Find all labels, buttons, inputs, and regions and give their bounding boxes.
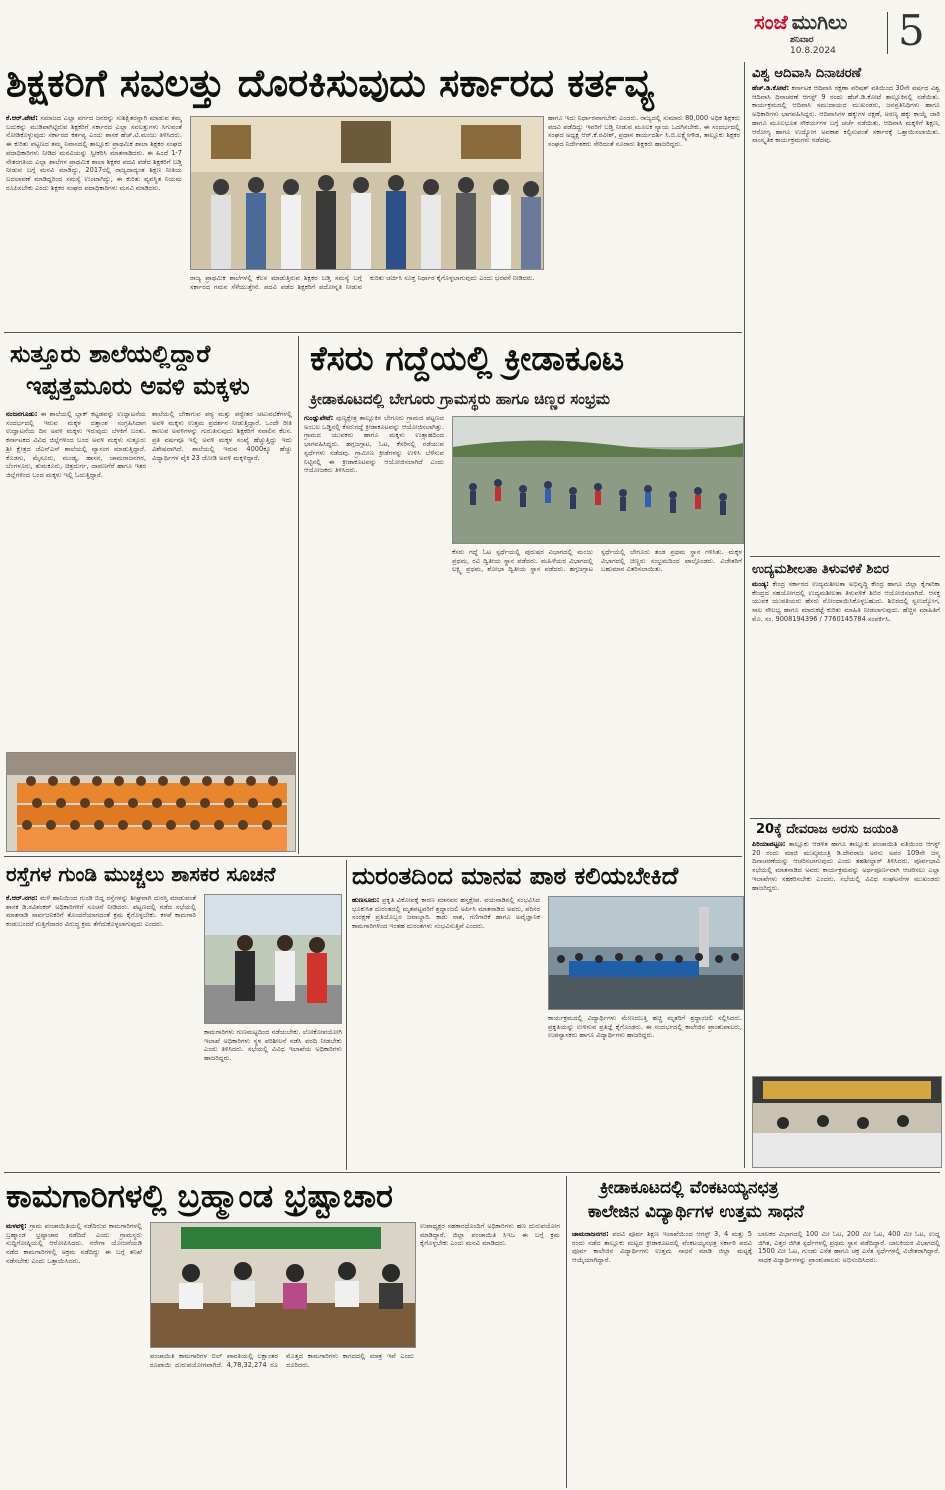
a5-headline: ದುರಂತದಿಂದ ಮಾನವ ಪಾಠ ಕಲಿಯಬೇಕಿದೆ <box>352 862 679 890</box>
a1-headline: ಶಿಕ್ಷಕರಿಗೆ ಸವಲತ್ತು ದೊರಕಿಸುವುದು ಸರ್ಕಾರದ ಕರ್ತವ್ಯ <box>6 61 654 105</box>
a6-photo-image <box>151 1223 415 1347</box>
rule-a4-right <box>346 860 347 1170</box>
a6-photo <box>150 1222 416 1348</box>
a1-photo-image <box>191 117 543 269</box>
a6-body-left: ಗ್ರಾಮ ಪಂಚಾಯಿತಿಯಲ್ಲಿ ನಡೆದಿರುವ ಕಾಮಗಾರಿಗಳಲ್ಲಿ ಬ್ರಹ್ಮಾಂಡ ಭ್ರಷ್ಟಾಚಾರ ನಡೆದಿದೆ ಎಂದು ಗ್ರಾಮಸ್ಥರು ಸುದ್ದಿಗೋಷ್ಠಿಯಲ್ಲಿ ಆರೋಪಿಸಿದರು. ನರೇಗಾ ಯೋಜನೆಯಡಿ ನಡೆದ ಕಾಮಗಾರಿಗಳಲ್ಲಿ ಅಕ್ರಮ ನಡೆದಿದ್ದು ಈ ಬಗ್ಗೆ ತನಿಖೆ ನಡೆಸಬೇಕು ಎಂದು ಒತ್ತಾಯಿಸಿದರು. <box>6 1222 142 1265</box>
a5-photo <box>548 896 744 1010</box>
a7-headline-line1: ಕ್ರೀಡಾಕೂಟದಲ್ಲಿ ವೆಂಕಟಯ್ಯನಛತ್ರ <box>600 1178 779 1198</box>
a7-text-left <box>572 1230 752 1486</box>
a3-text-right: ಕೆಸರು ಗದ್ದೆ ಓಟ ಸ್ಪರ್ಧೆಯಲ್ಲಿ ಪುರುಷರ ವಿಭಾಗದಲ್ಲಿ ಮಂಜು ಪ್ರಥಮ, ರವಿ ದ್ವಿತೀಯ ಸ್ಥಾನ ಪಡೆದರು. ಮಹಿಳೆಯರ ವಿಭಾಗದಲ್ಲಿ ಲಕ್ಷ್ಮಿ ಪ್ರಥಮ, ಶೋಭಾ ದ್ವಿತೀಯ ಸ್ಥಾನ ಪಡೆದರು. ಹಗ್ಗಜಗ್ಗಾಟ ಸ್ಪರ್ಧೆಯಲ್ಲಿ ಬೇಗೂರು ತಂಡ ಪ್ರಥಮ ಸ್ಥಾನ ಗಳಿಸಿತು. ಮಕ್ಕಳ ವಿಭಾಗದಲ್ಲಿ ಚಿಣ್ಣರು ಸಂಭ್ರಮದಿಂದ ಪಾಲ್ಗೊಂಡರು. ವಿಜೇತರಿಗೆ ಬಹುಮಾನ ವಿತರಿಸಲಾಯಿತು. <box>452 548 742 574</box>
rule-a2-right <box>298 336 299 854</box>
a3-photo <box>452 416 744 544</box>
rule-sidebar <box>744 62 745 602</box>
a1-text-right: ಹಾಗೂ ಇದು ನಿರ್ಧಾರವಾಗಬೇಕು ಎಂದರು. ರಾಜ್ಯದಲ್ಲಿ ಸುಮಾರು 80,000 ಅಧಿಕ ಶಿಕ್ಷಕರು ಪದವಿ ಪಡೆದಿದ್ದು ಇವರಿಗೆ ಬಡ್ತಿ ನೀಡುವ ಮೂಲಕ ನ್ಯಾಯ ಒದಗಿಸಬೇಕು. ಈ ಸಂದರ್ಭದಲ್ಲಿ ಸಂಘದ ಅಧ್ಯಕ್ಷ ಆರ್.ಕೆ.ರವೀಶ್, ಪ್ರಧಾನ ಕಾರ್ಯದರ್ಶಿ ಸಿ.ಬಿ.ಲಕ್ಷ್ಮೇಗೌಡ, ತಾಲ್ಲೂಕು ಶಿಕ್ಷಕರ ಸಂಘದ ನಿರ್ದೇಶಕರು ಸೇರಿದಂತೆ ನೂರಾರು ಶಿಕ್ಷಕರು ಹಾಜರಿದ್ದರು. <box>548 114 740 149</box>
s1-text <box>752 84 940 550</box>
a2-headline-line1: ಸುತ್ತೂರು ಶಾಲೆಯಲ್ಲಿದ್ದಾರೆ <box>10 340 211 368</box>
masthead-day: ಶನಿವಾರ <box>790 35 814 45</box>
page-number: 5 <box>898 6 925 55</box>
a6-dateline: ಮಳವಳ್ಳಿ: <box>6 1222 27 1230</box>
a6-text-right: ಉಪಾಧ್ಯಕ್ಷರ ಸಹಕಾರದೊಂದಿಗೆ ಅಧಿಕಾರಿಗಳು ಹಣ ದುರುಪಯೋಗ ಮಾಡಿದ್ದಾರೆ. ಜಿಲ್ಲಾ ಪಂಚಾಯಿತಿ ಸಿಇಒ ಈ ಬಗ್ಗೆ ಕ್ರಮ ಕೈಗೊಳ್ಳಬೇಕು ಎಂದು ಮನವಿ ಮಾಡಿದರು. <box>420 1222 560 1248</box>
a5-text-right: ಕಾರ್ಯಕ್ರಮದಲ್ಲಿ ವಿದ್ಯಾರ್ಥಿಗಳು ಮೇಣದಬತ್ತಿ ಹಚ್ಚಿ ಮೃತರಿಗೆ ಶ್ರದ್ಧಾಂಜಲಿ ಸಲ್ಲಿಸಿದರು. ಪ್ರಕೃತಿಯನ್ನು ಉಳಿಸುವ ಪ್ರತಿಜ್ಞೆ ಕೈಗೊಂಡರು. ಈ ಸಂದರ್ಭದಲ್ಲಿ ಕಾಲೇಜಿನ ಪ್ರಾಂಶುಪಾಲರು, ಉಪನ್ಯಾಸಕರು ಹಾಗೂ ವಿದ್ಯಾರ್ಥಿಗಳು ಹಾಜರಿದ್ದರು. <box>548 1014 742 1040</box>
a4-photo-image <box>205 895 341 1023</box>
a2-text-left <box>6 410 146 748</box>
a5-text-left <box>352 896 540 1166</box>
masthead-logo <box>754 10 847 34</box>
a1-text-mid: ರಾಜ್ಯ ಪ್ರಾಥಮಿಕ ಶಾಲೆಗಳಲ್ಲಿ ಕೆಲಸ ಮಾಡುತ್ತಿರುವ ಶಿಕ್ಷಕರ ಬಡ್ತಿ ಸಮಸ್ಯೆ ಬಗ್ಗೆ ಸರ್ಕಾರದ ಗಮನ ಸೆಳೆಯುತ್ತೇನೆ. ಪದವಿ ಪಡೆದ ಶಿಕ್ಷಕರಿಗೆ ಪದೋನ್ನತಿ ನೀಡುವ ಕುರಿತು ಚರ್ಚಿಸಿ ಸೂಕ್ತ ನಿರ್ಧಾರ ಕೈಗೊಳ್ಳಲಾಗುವುದು ಎಂದು ಭರವಸೆ ನೀಡಿದರು. <box>190 274 535 291</box>
s3-photo <box>752 1076 942 1168</box>
rule-a6-right <box>566 1176 567 1488</box>
rule-sidebar-lower <box>744 602 745 1168</box>
masthead <box>740 4 940 56</box>
s3-photo-image <box>753 1077 941 1167</box>
rule-s1-bottom <box>750 556 940 557</box>
a2-body-left: ಈ ಶಾಲೆಯಲ್ಲಿ ಬ್ಲಾಕ್ ಕಟ್ಟಡವನ್ನು ಉದ್ಘಾಟನೆಯ ಸಂದರ್ಭದಲ್ಲಿ ಇರುವ ಮಕ್ಕಳ ದತ್ತಾಂಶ ಸಂಗ್ರಹಿಸಿದಾಗ ಉದ್ಘಾಟನೆಯ ದಿನ ಅವಳಿ ಮಕ್ಕಳು ಇರುವುದು ಬೆಳಕಿಗೆ ಬಂತು. ಕರ್ನಾಟಕದ ವಿವಿಧ ಜಿಲ್ಲೆಗಳಿಂದ ಬಂದ ಅವಳಿ ಮಕ್ಕಳು ಸುತ್ತೂರು ಶ್ರೀ ಕ್ಷೇತ್ರದ ಜೆಎಸ್ಎಸ್ ಶಾಲೆಯಲ್ಲಿ ವ್ಯಾಸಂಗ ಮಾಡುತ್ತಿದ್ದಾರೆ. ಕೊಡಗು, ಮೈಸೂರು, ಮಂಡ್ಯ, ಹಾಸನ, ಚಾಮರಾಜನಗರ, ಬೆಂಗಳೂರು, ತುಮಕೂರು, ಚಿತ್ರದುರ್ಗ, ದಾವಣಗೆರೆ ಹಾಗೂ ಇತರ ಜಿಲ್ಲೆಗಳಿಂದ ಬಂದ ಮಕ್ಕಳು ಇಲ್ಲಿ ಓದುತ್ತಿದ್ದಾರೆ. <box>6 410 146 479</box>
s2-body: ಕೇಂದ್ರ ಸರ್ಕಾರದ ಉದ್ಯಮಶೀಲತಾ ಅಭಿವೃದ್ಧಿ ಕೇಂದ್ರ ಹಾಗೂ ಜಿಲ್ಲಾ ಕೈಗಾರಿಕಾ ಕೇಂದ್ರದ ಸಹಯೋಗದಲ್ಲಿ ಉದ್ಯಮಶೀಲತಾ ತಿಳುವಳಿಕೆ ಶಿಬಿರ ಆಯೋಜಿಸಲಾಗಿದೆ. ಆಸಕ್ತ ಯುವಕ ಯುವತಿಯರು ಹೆಸರು ನೋಂದಾಯಿಸಿಕೊಳ್ಳಬಹುದು. ಶಿಬಿರದಲ್ಲಿ ಸ್ವಉದ್ಯೋಗ, ಸಾಲ ಸೌಲಭ್ಯ ಹಾಗೂ ಮಾರುಕಟ್ಟೆ ಕುರಿತು ಮಾಹಿತಿ ನೀಡಲಾಗುವುದು. ಹೆಚ್ಚಿನ ಮಾಹಿತಿಗೆ ಮೊ. ಸಂ. 9008194396 / 7760145784 ಸಂಪರ್ಕಿಸಿ. <box>752 580 940 623</box>
a2-photo-image <box>7 753 295 851</box>
a3-dateline: ಗುಂಡ್ಲುಪೇಟೆ: <box>304 414 334 422</box>
a4-photo <box>204 894 342 1024</box>
masthead-divider <box>887 12 888 54</box>
a4-headline: ರಸ್ತೆಗಳ ಗುಂಡಿ ಮುಚ್ಚಲು ಶಾಸಕರ ಸೂಚನೆ <box>6 862 276 886</box>
a5-body-left: ಪ್ರಕೃತಿ ವಿಕೋಪಕ್ಕೆ ಕಾರಣ ಮಾನವನ ಹಸ್ತಕ್ಷೇಪ. ವಯನಾಡಿನಲ್ಲಿ ಸಂಭವಿಸಿದ ಭೂಕುಸಿತ ದುರಂತದಲ್ಲಿ ಮೃತಪಟ್ಟವರಿಗೆ ಶ್ರದ್ಧಾಂಜಲಿ ಅರ್ಪಿಸಿ ಮಾತನಾಡಿದ ಅವರು, ಪರಿಸರ ಸಂರಕ್ಷಣೆ ಪ್ರತಿಯೊಬ್ಬರ ಜವಾಬ್ದಾರಿ. ಕಾಡು ನಾಶ, ಗಣಿಗಾರಿಕೆ ಹಾಗೂ ಅವೈಜ್ಞಾನಿಕ ಕಾಮಗಾರಿಗಳಿಂದ ಇಂತಹ ದುರಂತಗಳು ಸಂಭವಿಸುತ್ತಿವೆ ಎಂದರು. <box>352 896 540 931</box>
a2-text-right: ಶಾಲೆಯಲ್ಲಿ ಬೇಕಾಗುವ ಪಠ್ಯ ಮತ್ತು ಪಠ್ಯೇತರ ಚಟುವಟಿಕೆಗಳಲ್ಲಿ ಅವಳಿ ಮಕ್ಕಳು ಉತ್ತಮ ಪ್ರದರ್ಶನ ನೀಡುತ್ತಿದ್ದಾರೆ. ಒಂದೇ ರೀತಿ ಕಾಣುವ ಅವಳಿಗಳನ್ನು ಗುರುತಿಸುವುದು ಶಿಕ್ಷಕರಿಗೆ ಸವಾಲಿನ ಕೆಲಸ. ಪ್ರತಿ ವರ್ಷವೂ ಇಲ್ಲಿ ಅವಳಿ ಮಕ್ಕಳ ಸಂಖ್ಯೆ ಹೆಚ್ಚುತ್ತಿದ್ದು ಇದು ವಿಶೇಷವಾಗಿದೆ. ಶಾಲೆಯಲ್ಲಿ ಇರುವ 4000ಕ್ಕೂ ಹೆಚ್ಚು ವಿದ್ಯಾರ್ಥಿಗಳ ಪೈಕಿ 23 ಜೋಡಿ ಅವಳಿ ಮಕ್ಕಳಿದ್ದಾರೆ. <box>152 410 292 462</box>
s1-dateline: ಹೆಚ್.ಡಿ.ಕೋಟೆ: <box>752 84 790 92</box>
logo-sub: ಮುಗಿಲು <box>791 10 848 34</box>
rule-s2-bottom <box>750 818 940 819</box>
rule-a1-bottom <box>4 332 742 333</box>
s2-text <box>752 580 940 814</box>
a3-subhead: ಕ್ರೀಡಾಕೂಟದಲ್ಲಿ ಬೇಗೂರು ಗ್ರಾಮಸ್ಥರು ಹಾಗೂ ಚಿಣ್ಣರ ಸಂಭ್ರಮ <box>310 390 611 408</box>
a5-photo-image <box>549 897 743 1009</box>
a7-text-right: ಬಾಲಕರ ವಿಭಾಗದಲ್ಲಿ 100 ಮೀ ಓಟ, 200 ಮೀ ಓಟ, 400 ಮೀ ಓಟ, ಉದ್ದ ಜಿಗಿತ, ಎತ್ತರ ಜಿಗಿತ ಸ್ಪರ್ಧೆಗಳಲ್ಲಿ ಪ್ರಥಮ ಸ್ಥಾನ ಪಡೆದಿದ್ದಾರೆ. ಬಾಲಕಿಯರ ವಿಭಾಗದಲ್ಲಿ 1500 ಮೀ ಓಟ, ಗುಂಡು ಎಸೆತ ಹಾಗೂ ಚಕ್ರ ಎಸೆತ ಸ್ಪರ್ಧೆಗಳಲ್ಲಿ ವಿಜೇತರಾಗಿದ್ದಾರೆ. ಸಾಧಕ ವಿದ್ಯಾರ್ಥಿಗಳನ್ನು ಪ್ರಾಂಶುಪಾಲರು ಅಭಿನಂದಿಸಿದರು. <box>758 1230 940 1265</box>
a1-text-left <box>6 114 182 324</box>
a3-text-left <box>304 414 444 844</box>
a2-photo <box>6 752 296 852</box>
rule-a5-bottom <box>4 1172 940 1173</box>
a7-headline-line2: ಕಾಲೇಜಿನ ವಿದ್ಯಾರ್ಥಿಗಳ ಉತ್ತಮ ಸಾಧನೆ <box>588 1202 804 1222</box>
s3-dateline: ಪಿರಿಯಾಪಟ್ಟಣ: <box>752 840 786 848</box>
a3-body-left: ಪುಣ್ಯಕ್ಷೇತ್ರ ತಾಲ್ಲೂಕಿನ ಬೇಗೂರು ಗ್ರಾಮದ ಪಟ್ಟಣದ ಅಂಬಲ ಒಡ್ಡಿನಲ್ಲಿ ಕೆಸರುಗದ್ದೆ ಕ್ರೀಡಾಕೂಟವನ್ನು ಆಯೋಜಿಸಲಾಗಿತ್ತು. ಗ್ರಾಮದ ಯುವಕರು ಹಾಗೂ ಮಕ್ಕಳು ಉತ್ಸಾಹದಿಂದ ಭಾಗವಹಿಸಿದ್ದರು. ಹಗ್ಗಜಗ್ಗಾಟ, ಓಟ, ಕೆಸರಿನಲ್ಲಿ ನಡೆಯುವ ಸ್ಪರ್ಧೆಗಳು ನಡೆದವು. ಗ್ರಾಮೀಣ ಕ್ರೀಡೆಗಳನ್ನು ಉಳಿಸಿ ಬೆಳೆಸುವ ನಿಟ್ಟಿನಲ್ಲಿ ಈ ಕ್ರೀಡಾಕೂಟವನ್ನು ಆಯೋಜಿಸಲಾಗಿದೆ ಎಂದು ಆಯೋಜಕರು ತಿಳಿಸಿದರು. <box>304 414 444 475</box>
s2-dateline: ಮಂಡ್ಯ: <box>752 580 769 588</box>
s1-title: ವಿಶ್ವ ಆದಿವಾಸಿ ದಿನಾಚರಣೆ <box>752 66 862 81</box>
rule-a3-bottom <box>4 856 742 857</box>
a3-photo-image <box>453 417 743 543</box>
s3-text <box>752 840 940 1070</box>
s1-body: ಕರ್ನಾಟಕ ಆದಿವಾಸಿ ರಕ್ಷಣಾ ಪರಿಷತ್ ವತಿಯಿಂದ 30ನೇ ವರ್ಷದ ವಿಶ್ವ ಆದಿವಾಸಿ ದಿನಾಚರಣೆ ಆಗಸ್ಟ್ 9 ರಂದು ಹೆಚ್.ಡಿ.ಕೋಟೆ ತಾಲ್ಲೂಕಿನಲ್ಲಿ ನಡೆಯಿತು. ಕಾರ್ಯಕ್ರಮದಲ್ಲಿ ಆದಿವಾಸಿ ಸಮುದಾಯದ ಮುಖಂಡರು, ಜನಪ್ರತಿನಿಧಿಗಳು ಹಾಗೂ ಅಧಿಕಾರಿಗಳು ಭಾಗವಹಿಸಿದ್ದರು. ಆದಿವಾಸಿಗಳ ಹಕ್ಕುಗಳ ರಕ್ಷಣೆ, ಅರಣ್ಯ ಹಕ್ಕು ಕಾಯ್ದೆ ಜಾರಿ ಹಾಗೂ ಮೂಲಭೂತ ಸೌಕರ್ಯಗಳ ಬಗ್ಗೆ ಚರ್ಚೆ ನಡೆಯಿತು. ಆದಿವಾಸಿ ಮಕ್ಕಳಿಗೆ ಶಿಕ್ಷಣ, ಆರೋಗ್ಯ ಹಾಗೂ ಉದ್ಯೋಗ ಅವಕಾಶ ಕಲ್ಪಿಸುವಂತೆ ಸರ್ಕಾರಕ್ಕೆ ಒತ್ತಾಯಿಸಲಾಯಿತು. ಸಾಂಸ್ಕೃತಿಕ ಕಾರ್ಯಕ್ರಮಗಳು ನಡೆದವು. <box>752 84 940 145</box>
a2-dateline: ನಂಜನಗೂಡು: <box>6 410 38 418</box>
a4-text-left <box>6 894 196 1166</box>
a7-dateline: ಚಾಮರಾಜನಗರ: <box>572 1230 609 1238</box>
s3-body: ತಾಲ್ಲೂಕು ಆಡಳಿತ ಹಾಗೂ ತಾಲ್ಲೂಕು ಪಂಚಾಯಿತಿ ವತಿಯಿಂದ ಆಗಸ್ಟ್ 20 ರಂದು ಮಾಜಿ ಮುಖ್ಯಮಂತ್ರಿ ಡಿ.ದೇವರಾಜ ಅರಸು ಅವರ 109ನೇ ಜನ್ಮ ದಿನಾಚರಣೆಯನ್ನು ಆಚರಿಸಲಾಗುವುದು ಎಂದು ತಹಶೀಲ್ದಾರ್ ತಿಳಿಸಿದರು. ಪೂರ್ವಭಾವಿ ಸಭೆಯಲ್ಲಿ ಮಾತನಾಡಿದ ಅವರು ಕಾರ್ಯಕ್ರಮವನ್ನು ಅರ್ಥಪೂರ್ಣವಾಗಿ ಆಚರಿಸಲು ಎಲ್ಲಾ ಇಲಾಖೆಗಳು ಸಹಕರಿಸಬೇಕು ಎಂದರು. ಸಭೆಯಲ್ಲಿ ವಿವಿಧ ಸಂಘಟನೆಗಳ ಮುಖಂಡರು ಹಾಜರಿದ್ದರು. <box>752 840 940 892</box>
a3-headline: ಕೆಸರು ಗದ್ದೆಯಲ್ಲಿ ಕ್ರೀಡಾಕೂಟ <box>310 339 625 379</box>
a1-dateline: ಕೆ.ಆರ್.ಪೇಟೆ: <box>6 114 38 122</box>
a4-dateline: ಕೆ.ಆರ್.ನಗರ: <box>6 894 38 902</box>
a1-photo <box>190 116 544 270</box>
a6-text-mid: ಪಂಚಾಯಿತಿ ಕಾಮಗಾರಿಗಳ ಬಿಲ್ ಪಾವತಿಯಲ್ಲಿ ಲಕ್ಷಾಂತರ ರೂಪಾಯಿ ದುರುಪಯೋಗವಾಗಿದೆ. 4,78,32,274 ರೂ ಮೊತ್ತದ ಕಾಮಗಾರಿಗಳು ಕಾಗದದಲ್ಲಿ ಮಾತ್ರ ಇವೆ ಎಂದು ದೂರಿದರು. <box>150 1352 414 1369</box>
a2-headline-line2: ಇಪ್ಪತ್ತಮೂರು ಅವಳಿ ಮಕ್ಕಳು <box>26 372 250 400</box>
a6-headline: ಕಾಮಗಾರಿಗಳಲ್ಲಿ ಬ್ರಹ್ಮಾಂಡ ಭ್ರಷ್ಟಾಚಾರ <box>6 1177 393 1215</box>
s2-title: ಉದ್ಯಮಶೀಲತಾ ತಿಳುವಳಿಕೆ ಶಿಬಿರ <box>752 562 890 577</box>
a7-body-left: ಪದವಿ ಪೂರ್ವ ಶಿಕ್ಷಣ ಇಲಾಖೆಯಿಂದ ಆಗಸ್ಟ್ 3, 4 ಮತ್ತು 5 ರಂದು ನಡೆದ ತಾಲ್ಲೂಕು ಮಟ್ಟದ ಕ್ರೀಡಾಕೂಟದಲ್ಲಿ ವೆಂಕಟಯ್ಯನಛತ್ರ ಸರ್ಕಾರಿ ಪದವಿ ಪೂರ್ವ ಕಾಲೇಜಿನ ವಿದ್ಯಾರ್ಥಿಗಳು ಉತ್ತಮ ಸಾಧನೆ ಮಾಡಿ ಜಿಲ್ಲಾ ಮಟ್ಟಕ್ಕೆ ಆಯ್ಕೆಯಾಗಿದ್ದಾರೆ. <box>572 1230 752 1265</box>
a6-text-left <box>6 1222 142 1486</box>
a5-dateline: ಹುಣಸೂರು: <box>352 896 380 904</box>
logo-main: ಸಂಜೆ <box>754 10 788 34</box>
a4-body-left: ಮಳೆ ಹಾನಿಯಿಂದ ಗುಂಡಿ ಬಿದ್ದ ರಸ್ತೆಗಳನ್ನು ಶೀಘ್ರವಾಗಿ ದುರಸ್ತಿ ಮಾಡುವಂತೆ ಶಾಸಕ ಡಿ.ರವಿಶಂಕರ್ ಅಧಿಕಾರಿಗಳಿಗೆ ಸೂಚನೆ ನೀಡಿದರು. ಪಟ್ಟಣದಲ್ಲಿ ನಡೆದ ಸಭೆಯಲ್ಲಿ ಮಾತನಾಡಿ ಸಾರ್ವಜನಿಕರಿಗೆ ತೊಂದರೆಯಾಗದಂತೆ ಕ್ರಮ ಕೈಗೊಳ್ಳಬೇಕು. ಕಳಪೆ ಕಾಮಗಾರಿ ಕಂಡುಬಂದರೆ ಗುತ್ತಿಗೆದಾರರ ವಿರುದ್ಧ ಕ್ರಮ ತೆಗೆದುಕೊಳ್ಳಲಾಗುವುದು ಎಂದರು. <box>6 894 196 929</box>
a1-body-left: ಸಮಾಜದ ಎಲ್ಲಾ ವರ್ಗದ ಜನರನ್ನು ಸುಶಿಕ್ಷಿತರನ್ನಾಗಿ ಮಾಡುವ ತಮ್ಮ ಬದುಕನ್ನು ಮುಡಿಪಾಗಿಟ್ಟಿರುವ ಶಿಕ್ಷಕರಿಗೆ ಸರ್ಕಾರದ ಎಲ್ಲಾ ಸವಲತ್ತುಗಳು ಸಿಗುವಂತೆ ನೋಡಿಕೊಳ್ಳುವುದು ಸರ್ಕಾರದ ಕರ್ತವ್ಯ ಎಂದು ಶಾಸಕ ಹೆಚ್.ಟಿ.ಮಂಜು ತಿಳಿಸಿದರು. ಈ ಕುರಿತು ಪಟ್ಟಣದ ತಮ್ಮ ನಿವಾಸದಲ್ಲಿ ತಾಲ್ಲೂಕು ಪ್ರಾಥಮಿಕ ಶಾಲಾ ಶಿಕ್ಷಕರ ಸಂಘದ ಪದಾಧಿಕಾರಿಗಳು ನೀಡಿದ ಮನವಿಯನ್ನು ಸ್ವೀಕರಿಸಿ ಮಾತನಾಡಿದರು. ಈ ಹಿಂದೆ 1-7 ನೇತರಗತಿಯ ಎಲ್ಲಾ ಶಾಲೆಗಳ ಪ್ರಾಥಮಿಕ ಶಾಲಾ ಶಿಕ್ಷಕರ ಪದವಿ ಪಡೆದ ಶಿಕ್ಷಕರಿಗೆ ಬಡ್ತಿ ನೀಡುವ ಬಗ್ಗೆ ಮನವಿ ಮಾಡಿದ್ದು, 2017ರಲ್ಲಿ ರಾಜ್ಯದಾದ್ಯಂತ ಶಿಕ್ಷಣ ನೀತಿಯ ಬದಲಾವಣೆ ಮಾಡಿದ್ದರಿಂದ ಸಮಸ್ಯೆ ಉಂಟಾಗಿದ್ದು, ಈ ಕುರಿತು ವ್ಯವಸ್ಥಿತ ನಿಯಮ ರೂಪಿಸಬೇಕು ಎಂದು ಶಿಕ್ಷಕರ ಸಂಘದ ಪದಾಧಿಕಾರಿಗಳು ಮನವಿ ಮಾಡಿದರು. <box>6 114 182 192</box>
s3-title: 20ಕ್ಕೆ ದೇವರಾಜ ಅರಸು ಜಯಂತಿ <box>756 822 899 837</box>
a4-text-right: ಕಾಮಗಾರಿಗಳು ಗುಣಮಟ್ಟದಿಂದ ನಡೆಯಬೇಕು. ಲೋಕೋಪಯೋಗಿ ಇಲಾಖೆ ಅಧಿಕಾರಿಗಳು ಸ್ಥಳ ಪರಿಶೀಲನೆ ನಡೆಸಿ ವರದಿ ನೀಡಬೇಕು ಎಂದು ತಿಳಿಸಿದರು. ಸಭೆಯಲ್ಲಿ ವಿವಿಧ ಇಲಾಖೆಯ ಅಧಿಕಾರಿಗಳು ಹಾಜರಿದ್ದರು. <box>204 1028 342 1063</box>
masthead-date: 10.8.2024 <box>790 46 836 56</box>
